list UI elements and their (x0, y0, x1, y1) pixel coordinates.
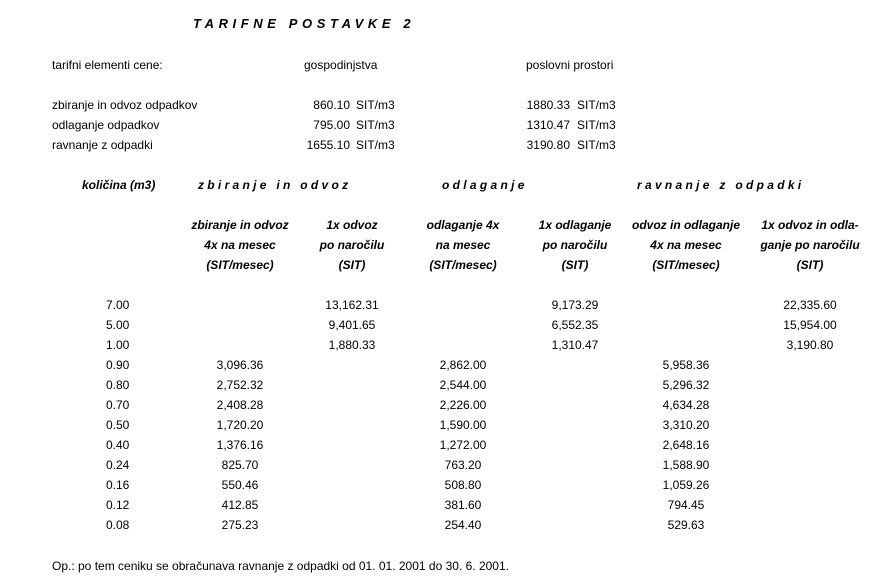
column-subheader-line: na mesec (435, 238, 491, 252)
tariff-elements-label: tarifni elementi cene: (52, 58, 163, 72)
business-price: 1880.33 (526, 98, 570, 112)
price-cell: 1,588.90 (662, 458, 710, 472)
household-price: 1655.10 (306, 138, 350, 152)
price-cell: 2,226.00 (439, 398, 487, 412)
price-cell: 13,162.31 (325, 298, 379, 312)
business-price: 1310.47 (526, 118, 570, 132)
column-subheader-line: 1x odvoz (326, 218, 378, 232)
quantity-cell: 0.50 (106, 418, 130, 432)
quantity-cell: 1.00 (106, 338, 130, 352)
price-cell: 1,376.16 (216, 438, 264, 452)
price-cell: 1,720.20 (216, 418, 264, 432)
business-unit: SIT/m3 (577, 138, 616, 152)
household-column-header: gospodinjstva (304, 58, 378, 72)
column-subheader-line: odvoz in odlaganje (631, 218, 740, 232)
column-subheader-line: po naročilu (319, 238, 385, 252)
price-cell: 2,544.00 (439, 378, 487, 392)
column-subheader-line: (SIT/mesec) (652, 258, 720, 272)
quantity-cell: 0.16 (106, 478, 130, 492)
quantity-cell: 5.00 (106, 318, 130, 332)
column-subheader-line: ganje po naročilu (760, 238, 860, 252)
price-cell: 1,880.33 (328, 338, 376, 352)
price-cell: 275.23 (221, 518, 259, 532)
household-unit: SIT/m3 (356, 138, 395, 152)
price-cell: 2,648.16 (662, 438, 710, 452)
price-cell: 1,590.00 (439, 418, 487, 432)
price-cell: 412.85 (221, 498, 259, 512)
column-subheader-line: 4x na mesec (650, 238, 722, 252)
quantity-header: količina (m3) (82, 178, 156, 192)
quantity-cell: 0.08 (106, 518, 130, 532)
quantity-cell: 0.80 (106, 378, 130, 392)
footnote: Op.: po tem ceniku se obračunava ravnanje z odpadki od 01. 01. 2001 do 30. 6. 2001. (52, 559, 509, 573)
price-cell: 5,296.32 (662, 378, 710, 392)
price-cell: 6,552.35 (551, 318, 599, 332)
price-cell: 529.63 (667, 518, 705, 532)
quantity-cell: 0.40 (106, 438, 130, 452)
column-subheader-line: odlaganje 4x (426, 218, 500, 232)
price-cell: 254.40 (444, 518, 482, 532)
column-subheader-line: (SIT/mesec) (429, 258, 497, 272)
quantity-cell: 7.00 (106, 298, 130, 312)
price-cell: 22,335.60 (783, 298, 837, 312)
quantity-cell: 0.12 (106, 498, 130, 512)
column-subheader-line: po naročilu (542, 238, 608, 252)
household-unit: SIT/m3 (356, 118, 395, 132)
group-header-collection: zbiranje in odvoz (198, 178, 352, 192)
household-unit: SIT/m3 (356, 98, 395, 112)
price-cell: 2,408.28 (216, 398, 264, 412)
business-price: 3190.80 (526, 138, 570, 152)
price-cell: 4,634.28 (662, 398, 710, 412)
price-cell: 15,954.00 (783, 318, 837, 332)
column-subheader-line: (SIT) (561, 258, 589, 272)
price-cell: 3,310.20 (662, 418, 710, 432)
price-cell: 9,401.65 (328, 318, 376, 332)
quantity-cell: 0.24 (106, 458, 130, 472)
price-cell: 381.60 (444, 498, 482, 512)
price-cell: 508.80 (444, 478, 482, 492)
business-column-header: poslovni prostori (526, 58, 614, 72)
quantity-cell: 0.90 (106, 358, 130, 372)
column-subheader-line: zbiranje in odvoz (191, 218, 289, 232)
quantity-cell: 0.70 (106, 398, 130, 412)
group-header-waste-management: ravnanje z odpadki (637, 178, 805, 192)
price-cell: 2,862.00 (439, 358, 487, 372)
price-cell: 9,173.29 (551, 298, 599, 312)
tariff-row-name: ravnanje z odpadki (52, 138, 153, 152)
price-cell: 3,096.36 (216, 358, 264, 372)
price-cell: 5,958.36 (662, 358, 710, 372)
price-cell: 1,059.26 (662, 478, 710, 492)
household-price: 860.10 (313, 98, 350, 112)
column-subheader-line: (SIT) (338, 258, 366, 272)
column-subheader-line: (SIT/mesec) (206, 258, 274, 272)
price-cell: 794.45 (667, 498, 705, 512)
group-header-disposal: odlaganje (442, 178, 528, 192)
price-cell: 550.46 (221, 478, 259, 492)
price-cell: 763.20 (444, 458, 482, 472)
household-price: 795.00 (313, 118, 350, 132)
column-subheader-line: 1x odlaganje (538, 218, 612, 232)
column-subheader-line: 1x odvoz in odla- (761, 218, 859, 232)
document-title: TARIFNE POSTAVKE 2 (193, 16, 416, 31)
price-cell: 3,190.80 (786, 338, 834, 352)
column-subheader-line: (SIT) (796, 258, 824, 272)
business-unit: SIT/m3 (577, 98, 616, 112)
price-cell: 2,752.32 (216, 378, 264, 392)
tariff-row-name: odlaganje odpadkov (52, 118, 160, 132)
price-cell: 1,272.00 (439, 438, 487, 452)
business-unit: SIT/m3 (577, 118, 616, 132)
price-cell: 825.70 (221, 458, 259, 472)
column-subheader-line: 4x na mesec (204, 238, 276, 252)
tariff-row-name: zbiranje in odvoz odpadkov (52, 98, 198, 112)
price-cell: 1,310.47 (551, 338, 599, 352)
